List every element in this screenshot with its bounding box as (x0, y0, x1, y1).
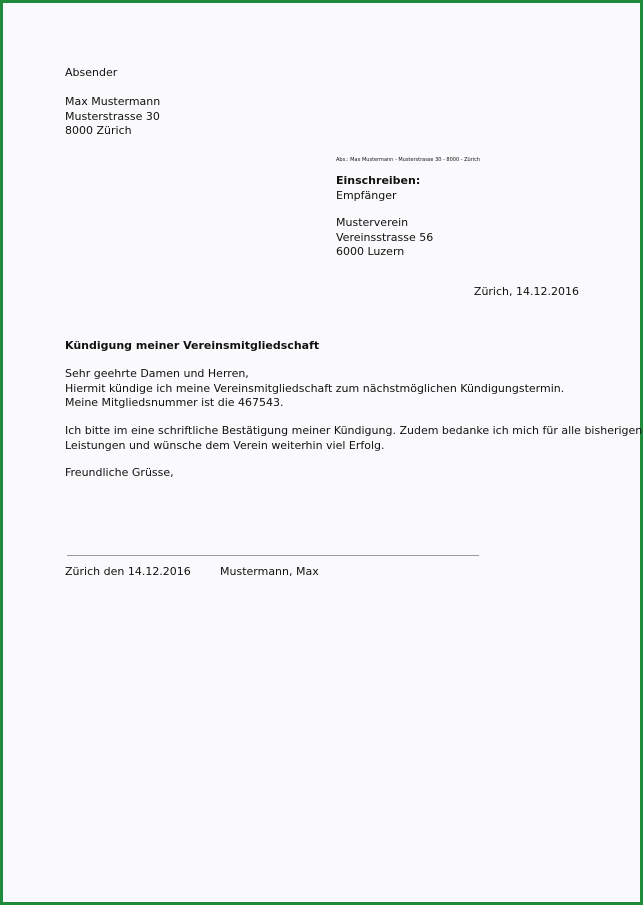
signature-rule (67, 555, 479, 556)
sender-name: Max Mustermann (65, 95, 161, 108)
body-paragraph-1-line-1: Hiermit kündige ich meine Vereinsmitgliedschaft zum nächstmöglichen Kündigungstermin. (65, 381, 565, 395)
body-paragraph-2-line-1: Ich bitte im eine schriftliche Bestätigung meiner Kündigung. Zudem bedanke ich mich für alle bisherigen (65, 424, 643, 437)
body-paragraph-2-line-2: Leistungen und wünsche dem Verein weiterhin viel Erfolg. (65, 438, 385, 452)
date-line: Zürich, 14.12.2016 (473, 285, 579, 298)
subject-line: Kündigung meiner Vereinsmitgliedschaft (65, 339, 320, 352)
recipient-city: 6000 Luzern (336, 245, 405, 258)
recipient-label: Empfänger (336, 188, 397, 202)
recipient-street: Vereinsstrasse 56 (336, 230, 434, 244)
closing: Freundliche Grüsse, (65, 466, 174, 479)
sender-heading: Absender (65, 66, 118, 79)
registered-mail-label: Einschreiben: (336, 174, 421, 187)
signature-place-date: Zürich den 14.12.2016 (65, 565, 191, 578)
sender-city: 8000 Zürich (65, 124, 132, 137)
body-paragraph-1-line-2: Meine Mitgliedsnummer ist die 467543. (65, 396, 284, 409)
return-address-line: Abs.: Max Mustermann - Musterstrasse 30 - 8000 - Zürich (336, 157, 481, 163)
sender-street: Musterstrasse 30 (65, 109, 160, 123)
salutation: Sehr geehrte Damen und Herren, (65, 367, 249, 380)
recipient-name: Musterverein (336, 216, 409, 229)
signature-name: Mustermann, Max (220, 565, 319, 578)
